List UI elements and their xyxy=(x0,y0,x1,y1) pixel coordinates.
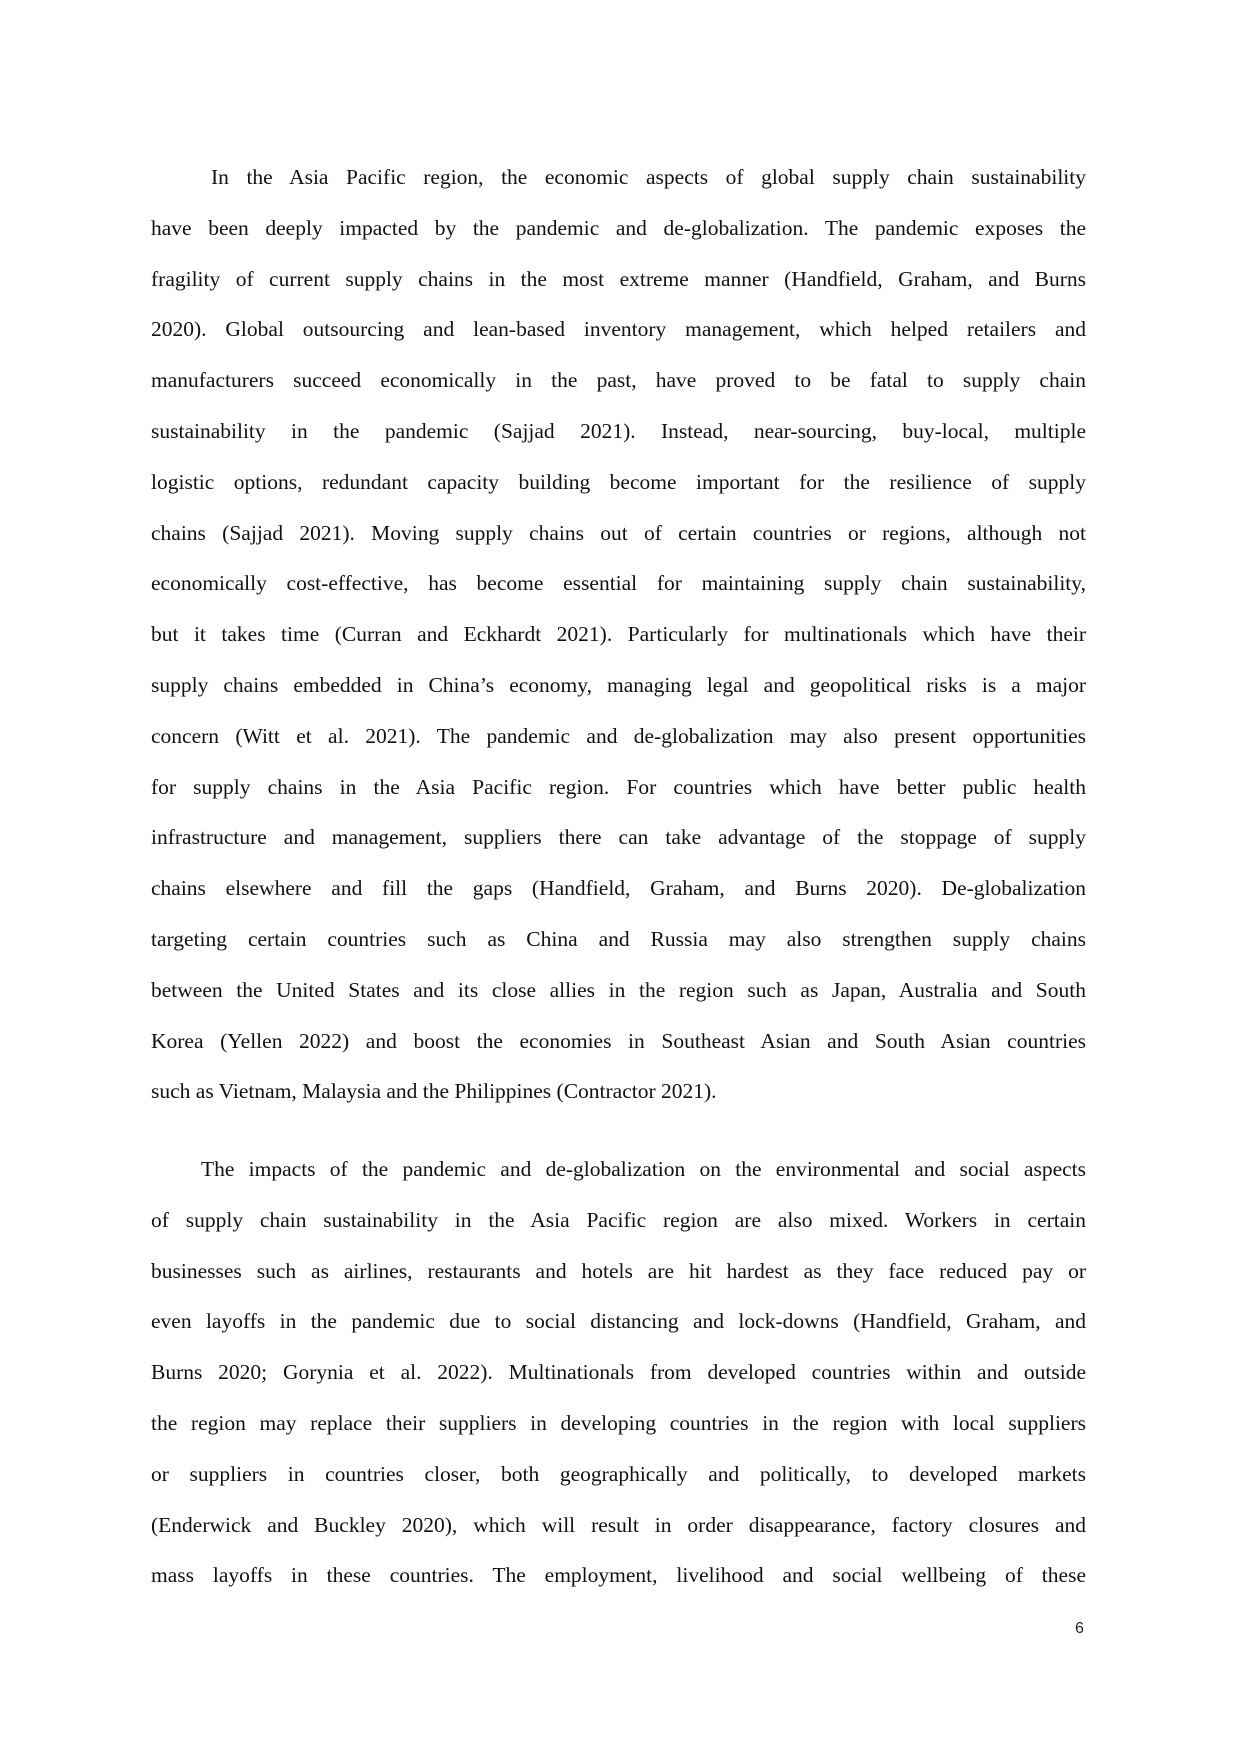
page-number: 6 xyxy=(1075,1620,1084,1637)
text-line: even layoffs in the pandemic due to social distancing and lock-downs (Handfield, Graham, and xyxy=(151,1309,1086,1334)
text-line: targeting certain countries such as China and Russia may also strengthen supply chains xyxy=(151,926,1086,951)
text-line: The impacts of the pandemic and de-globalization on the environmental and social aspects xyxy=(201,1157,1086,1181)
text-line: Korea (Yellen 2022) and boost the economies in Southeast Asian and South Asian countries xyxy=(151,1028,1086,1053)
text-line: infrastructure and management, suppliers there can take advantage of the stoppage of supply xyxy=(151,825,1086,850)
text-line: concern (Witt et al. 2021). The pandemic and de-globalization may also present opportunities xyxy=(151,723,1086,748)
text-line: manufacturers succeed economically in the past, have proved to be fatal to supply chain xyxy=(151,368,1086,393)
text-line: but it takes time (Curran and Eckhardt 2021). Particularly for multinationals which have their xyxy=(151,622,1086,647)
text-line: the region may replace their suppliers in developing countries in the region with local suppliers xyxy=(151,1410,1086,1435)
text-line: have been deeply impacted by the pandemic and de-globalization. The pandemic exposes the xyxy=(151,215,1086,240)
text-line: between the United States and its close allies in the region such as Japan, Australia and South xyxy=(151,977,1086,1002)
text-line: logistic options, redundant capacity building become important for the resilience of supply xyxy=(151,469,1086,494)
text-line: supply chains embedded in China’s economy, managing legal and geopolitical risks is a major xyxy=(151,672,1086,697)
paragraph-environmental-social-aspects xyxy=(151,1144,1086,1601)
text-line: fragility of current supply chains in the most extreme manner (Handfield, Graham, and Burns xyxy=(151,266,1086,291)
text-line: of supply chain sustainability in the Asia Pacific region are also mixed. Workers in certain xyxy=(151,1207,1086,1232)
text-line: chains elsewhere and fill the gaps (Handfield, Graham, and Burns 2020). De-globalization xyxy=(151,876,1086,901)
text-line: mass layoffs in these countries. The employment, livelihood and social wellbeing of these xyxy=(151,1563,1086,1588)
text-line: Burns 2020; Gorynia et al. 2022). Multinationals from developed countries within and outside xyxy=(151,1360,1086,1385)
text-line: 2020). Global outsourcing and lean-based inventory management, which helped retailers and xyxy=(151,317,1086,342)
text-line: such as Vietnam, Malaysia and the Philippines (Contractor 2021). xyxy=(151,1079,717,1104)
paragraph-economic-aspects xyxy=(151,152,1086,1117)
text-line: (Enderwick and Buckley 2020), which will result in order disappearance, factory closures and xyxy=(151,1512,1086,1537)
text-line: sustainability in the pandemic (Sajjad 2021). Instead, near-sourcing, buy-local, multiple xyxy=(151,418,1086,443)
text-line: chains (Sajjad 2021). Moving supply chains out of certain countries or regions, although not xyxy=(151,520,1086,545)
text-line: or suppliers in countries closer, both geographically and politically, to developed markets xyxy=(151,1461,1086,1486)
text-line: for supply chains in the Asia Pacific region. For countries which have better public health xyxy=(151,774,1086,799)
text-line: In the Asia Pacific region, the economic aspects of global supply chain sustainability xyxy=(211,165,1086,189)
text-line: economically cost-effective, has become essential for maintaining supply chain sustainability, xyxy=(151,571,1086,596)
text-line: businesses such as airlines, restaurants and hotels are hit hardest as they face reduced pay or xyxy=(151,1258,1086,1283)
